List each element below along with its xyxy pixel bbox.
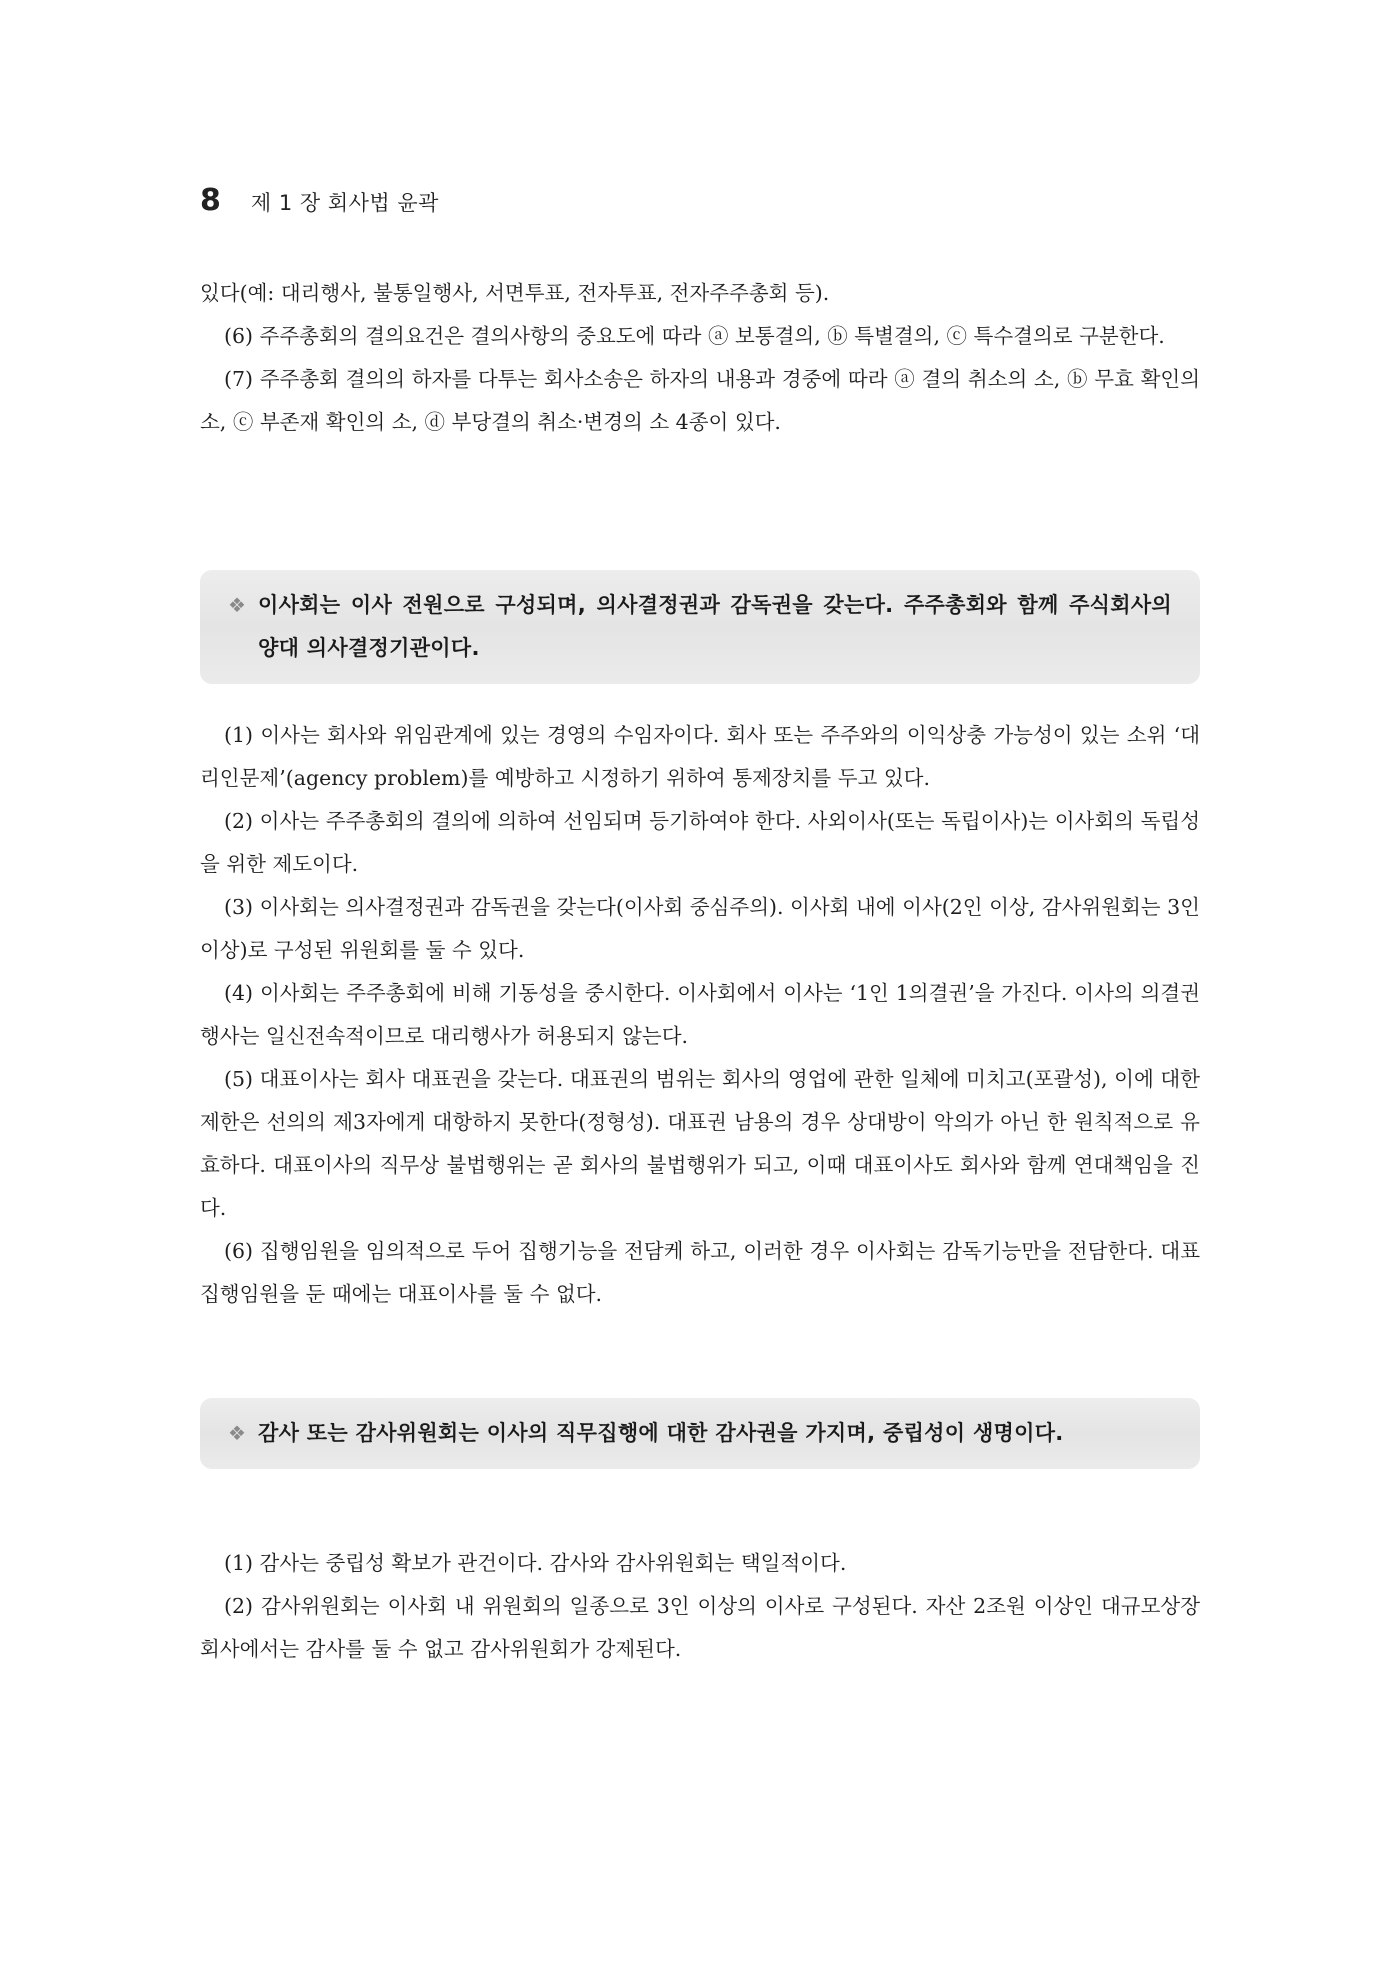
audit-paragraph: (1) 감사는 중립성 확보가 관건이다. 감사와 감사위원회는 택일적이다. bbox=[224, 1551, 847, 1575]
board-heading: 이사회는 이사 전원으로 구성되며, 의사결정권과 감독권을 갖는다. 주주총회와 함께 주식회사의 양대 의사결정기관이다. bbox=[258, 593, 1172, 660]
running-title: 제 1 장 회사법 윤곽 bbox=[250, 191, 439, 215]
board-paragraph: (5) 대표이사는 회사 대표권을 갖는다. 대표권의 범위는 회사의 영업에 관한 일체에 미치고(포괄성), 이에 대한 제한은 선의의 제3자에게 대항하지 못한다(정형성). 대표권 남용의 경우 상대방이 악의가 아닌 한 원칙적으로 유효하다. 대표이사의 직무상 불법행위는 곧 회사의 불법행위가 되고, 이때 대표이사도 회사와 함께 연대책임을 진다. bbox=[200, 1067, 1200, 1220]
board-paragraph: (6) 집행임원을 임의적으로 두어 집행기능을 전담케 하고, 이러한 경우 이사회는 감독기능만을 전담한다. 대표집행임원을 둔 때에는 대표이사를 둘 수 없다. bbox=[200, 1239, 1200, 1306]
audit-paragraph: (2) 감사위원회는 이사회 내 위원회의 일종으로 3인 이상의 이사로 구성된다. 자산 2조원 이상인 대규모상장회사에서는 감사를 둘 수 없고 감사위원회가 강제된다. bbox=[200, 1594, 1200, 1661]
board-paragraph: (4) 이사회는 주주총회에 비해 기동성을 중시한다. 이사회에서 이사는 ‘1인 1의결권’을 가진다. 이사의 의결권 행사는 일신전속적이므로 대리행사가 허용되지 않는다. bbox=[200, 981, 1200, 1048]
intro-paragraph: (6) 주주총회의 결의요건은 결의사항의 중요도에 따라 ⓐ 보통결의, ⓑ 특별결의, ⓒ 특수결의로 구분한다. bbox=[224, 324, 1165, 348]
board-paragraph: (2) 이사는 주주총회의 결의에 의하여 선임되며 등기하여야 한다. 사외이사(또는 독립이사)는 이사회의 독립성을 위한 제도이다. bbox=[200, 809, 1200, 876]
diamond-bullet-icon: ❖ bbox=[228, 1421, 246, 1445]
audit-callout bbox=[200, 1398, 1200, 1469]
board-paragraph: (1) 이사는 회사와 위임관계에 있는 경영의 수임자이다. 회사 또는 주주와의 이익상충 가능성이 있는 소위 ‘대리인문제’(agency problem)를 예방하고 시정하기 위하여 통제장치를 두고 있다. bbox=[200, 723, 1200, 790]
board-paragraph: (3) 이사회는 의사결정권과 감독권을 갖는다(이사회 중심주의). 이사회 내에 이사(2인 이상, 감사위원회는 3인 이상)로 구성된 위원회를 둘 수 있다. bbox=[200, 895, 1200, 962]
audit-section bbox=[200, 1542, 1200, 1671]
intro-paragraph: (7) 주주총회 결의의 하자를 다투는 회사소송은 하자의 내용과 경중에 따라 ⓐ 결의 취소의 소, ⓑ 무효 확인의 소, ⓒ 부존재 확인의 소, ⓓ 부당결의 취소·변경의 소 4종이 있다. bbox=[200, 367, 1200, 434]
intro-paragraph: 있다(예: 대리행사, 불통일행사, 서면투표, 전자투표, 전자주주총회 등). bbox=[200, 281, 830, 305]
board-callout bbox=[200, 570, 1200, 684]
board-section bbox=[200, 714, 1200, 1316]
page-header bbox=[200, 183, 439, 218]
intro-section bbox=[200, 272, 1200, 444]
page-number: 8 bbox=[200, 183, 221, 218]
diamond-bullet-icon: ❖ bbox=[228, 593, 246, 617]
audit-heading: 감사 또는 감사위원회는 이사의 직무집행에 대한 감사권을 가지며, 중립성이 생명이다. bbox=[258, 1421, 1064, 1445]
